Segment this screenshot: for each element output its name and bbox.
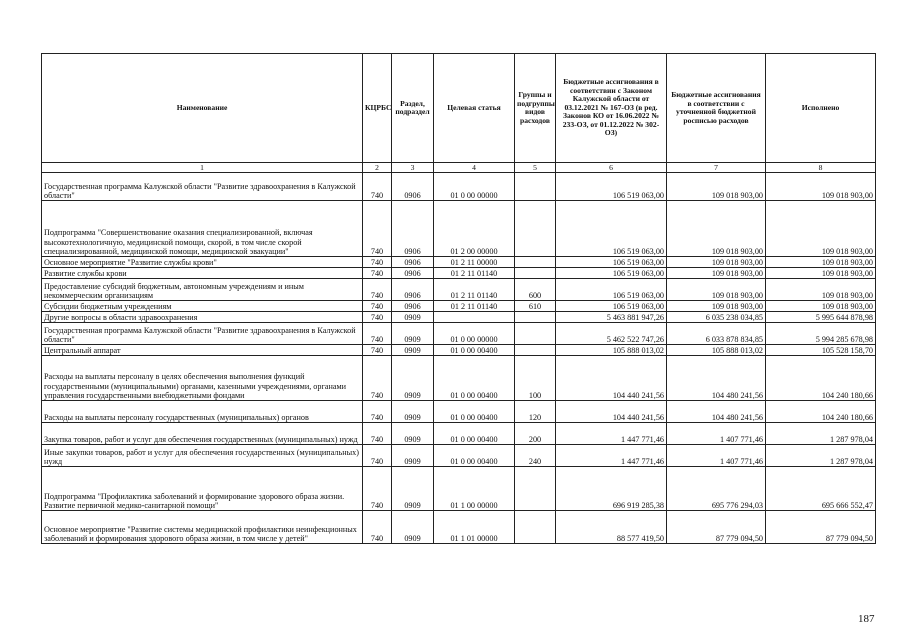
row-name: Субсидии бюджетным учреждениям	[42, 301, 363, 312]
row-name: Основное мероприятие "Развитие системы медицинской профилактики неинфекционных заболеваний и формирования здорового образа жизни, в том числе у детей"	[42, 511, 363, 544]
table-row	[42, 279, 876, 301]
row-rospis-allocation: 109 018 903,00	[667, 301, 766, 312]
row-rospis-allocation: 104 480 241,56	[667, 401, 766, 423]
header-executed: Исполнено	[766, 54, 876, 163]
table-row	[42, 173, 876, 201]
row-expense-group: 240	[515, 445, 556, 467]
table-row	[42, 323, 876, 345]
column-number: 4	[434, 163, 515, 173]
row-target-article: 01 2 11 01140	[434, 268, 515, 279]
row-executed: 5 995 644 878,98	[766, 312, 876, 323]
header-row	[42, 54, 876, 163]
row-target-article: 01 0 00 00400	[434, 401, 515, 423]
row-name: Другие вопросы в области здравоохранения	[42, 312, 363, 323]
row-name: Подпрограмма "Профилактика заболеваний и формирование здорового образа жизни. Развитие первичной медико-санитарной помощи"	[42, 467, 363, 511]
row-law-allocation: 1 447 771,46	[556, 445, 667, 467]
row-target-article	[434, 312, 515, 323]
row-target-article: 01 2 11 01140	[434, 301, 515, 312]
row-law-allocation: 5 463 881 947,26	[556, 312, 667, 323]
row-kcrbs: 740	[363, 201, 392, 257]
row-executed: 109 018 903,00	[766, 173, 876, 201]
row-razdel: 0909	[392, 511, 434, 544]
row-name: Иные закупки товаров, работ и услуг для обеспечения государственных (муниципальных) нужд	[42, 445, 363, 467]
row-name: Развитие службы крови	[42, 268, 363, 279]
row-law-allocation: 104 440 241,56	[556, 401, 667, 423]
row-law-allocation: 106 519 063,00	[556, 201, 667, 257]
row-target-article: 01 0 00 00000	[434, 173, 515, 201]
row-rospis-allocation: 87 779 094,50	[667, 511, 766, 544]
header-kcrbs: КЦРБС	[363, 54, 392, 163]
row-kcrbs: 740	[363, 445, 392, 467]
row-rospis-allocation: 695 776 294,03	[667, 467, 766, 511]
row-target-article: 01 2 00 00000	[434, 201, 515, 257]
row-target-article: 01 2 11 01140	[434, 279, 515, 301]
row-rospis-allocation: 109 018 903,00	[667, 201, 766, 257]
row-executed: 87 779 094,50	[766, 511, 876, 544]
row-executed: 5 994 285 678,98	[766, 323, 876, 345]
row-rospis-allocation: 1 407 771,46	[667, 423, 766, 445]
row-rospis-allocation: 1 407 771,46	[667, 445, 766, 467]
row-law-allocation: 5 462 522 747,26	[556, 323, 667, 345]
row-razdel: 0909	[392, 445, 434, 467]
row-razdel: 0909	[392, 356, 434, 401]
row-expense-group	[515, 511, 556, 544]
row-kcrbs: 740	[363, 301, 392, 312]
row-kcrbs: 740	[363, 268, 392, 279]
row-name: Государственная программа Калужской области "Развитие здравоохранения в Калужской области"	[42, 173, 363, 201]
table-row	[42, 511, 876, 544]
row-name: Государственная программа Калужской области "Развитие здравоохранения в Калужской области"	[42, 323, 363, 345]
row-kcrbs: 740	[363, 173, 392, 201]
row-target-article: 01 0 00 00400	[434, 345, 515, 356]
row-razdel: 0909	[392, 401, 434, 423]
header-rospis-allocation: Бюджетные ассигнования в соответствии с уточненной бюджетной росписью расходов	[667, 54, 766, 163]
row-expense-group	[515, 173, 556, 201]
row-rospis-allocation: 109 018 903,00	[667, 279, 766, 301]
header-law-allocation: Бюджетные ассигнования в соответствии с Законом Калужской области от 03.12.2021 № 167-ОЗ (в ред. Законов КО от 16.06.2022 № 233-ОЗ, от 01.12.2022 № 302-ОЗ)	[556, 54, 667, 163]
table-row	[42, 423, 876, 445]
row-rospis-allocation: 109 018 903,00	[667, 268, 766, 279]
row-kcrbs: 740	[363, 279, 392, 301]
row-razdel: 0909	[392, 312, 434, 323]
row-razdel: 0906	[392, 279, 434, 301]
budget-table	[41, 53, 876, 544]
row-razdel: 0909	[392, 345, 434, 356]
row-razdel: 0906	[392, 173, 434, 201]
row-name: Предоставление субсидий бюджетным, автономным учреждениям и иным некоммерческим организациям	[42, 279, 363, 301]
row-kcrbs: 740	[363, 467, 392, 511]
row-expense-group	[515, 257, 556, 268]
row-name: Закупка товаров, работ и услуг для обеспечения государственных (муниципальных) нужд	[42, 423, 363, 445]
row-expense-group	[515, 268, 556, 279]
table-row	[42, 201, 876, 257]
table-row	[42, 401, 876, 423]
table-row	[42, 312, 876, 323]
row-rospis-allocation: 109 018 903,00	[667, 173, 766, 201]
row-razdel: 0906	[392, 257, 434, 268]
row-law-allocation: 106 519 063,00	[556, 257, 667, 268]
row-law-allocation: 1 447 771,46	[556, 423, 667, 445]
row-executed: 1 287 978,04	[766, 423, 876, 445]
row-target-article: 01 1 01 00000	[434, 511, 515, 544]
column-number: 8	[766, 163, 876, 173]
column-number: 5	[515, 163, 556, 173]
row-name: Расходы на выплаты персоналу в целях обеспечения выполнения функций государственными (муниципальными) органами, казенными учреждениями, органами управления государственными внебюджетными фондами	[42, 356, 363, 401]
row-kcrbs: 740	[363, 356, 392, 401]
row-rospis-allocation: 6 035 238 034,85	[667, 312, 766, 323]
table-row	[42, 467, 876, 511]
row-kcrbs: 740	[363, 511, 392, 544]
row-razdel: 0909	[392, 323, 434, 345]
row-law-allocation: 106 519 063,00	[556, 279, 667, 301]
row-name: Основное мероприятие "Развитие службы крови"	[42, 257, 363, 268]
row-target-article: 01 2 11 00000	[434, 257, 515, 268]
row-executed: 109 018 903,00	[766, 301, 876, 312]
column-number: 2	[363, 163, 392, 173]
table-row	[42, 301, 876, 312]
row-target-article: 01 0 00 00000	[434, 323, 515, 345]
header-expense-group: Группы и подгруппы видов расходов	[515, 54, 556, 163]
row-expense-group	[515, 323, 556, 345]
row-expense-group	[515, 467, 556, 511]
row-rospis-allocation: 104 480 241,56	[667, 356, 766, 401]
row-executed: 109 018 903,00	[766, 268, 876, 279]
row-executed: 104 240 180,66	[766, 401, 876, 423]
row-executed: 109 018 903,00	[766, 279, 876, 301]
row-law-allocation: 696 919 285,38	[556, 467, 667, 511]
row-expense-group: 610	[515, 301, 556, 312]
header-target-article: Целевая статья	[434, 54, 515, 163]
row-expense-group: 100	[515, 356, 556, 401]
row-kcrbs: 740	[363, 323, 392, 345]
row-target-article: 01 0 00 00400	[434, 423, 515, 445]
row-law-allocation: 106 519 063,00	[556, 268, 667, 279]
row-name: Центральный аппарат	[42, 345, 363, 356]
row-law-allocation: 105 888 013,02	[556, 345, 667, 356]
row-razdel: 0906	[392, 201, 434, 257]
page-number: 187	[858, 613, 875, 625]
table-row	[42, 445, 876, 467]
row-executed: 109 018 903,00	[766, 257, 876, 268]
row-name: Расходы на выплаты персоналу государственных (муниципальных) органов	[42, 401, 363, 423]
table-row	[42, 268, 876, 279]
row-law-allocation: 106 519 063,00	[556, 173, 667, 201]
header-razdel: Раздел, подраздел	[392, 54, 434, 163]
table-row	[42, 257, 876, 268]
row-rospis-allocation: 105 888 013,02	[667, 345, 766, 356]
row-kcrbs: 740	[363, 345, 392, 356]
row-target-article: 01 0 00 00400	[434, 356, 515, 401]
row-kcrbs: 740	[363, 312, 392, 323]
table-body	[42, 173, 876, 544]
header-name: Наименование	[42, 54, 363, 163]
column-number-row	[42, 163, 876, 173]
row-executed: 1 287 978,04	[766, 445, 876, 467]
row-name: Подпрограмма "Совершенствование оказания специализированной, включая высокотехнологичную, медицинской помощи, скорой, в том числе скорой специализированной, медицинской помощи, медицинской эвакуации"	[42, 201, 363, 257]
row-law-allocation: 106 519 063,00	[556, 301, 667, 312]
row-rospis-allocation: 109 018 903,00	[667, 257, 766, 268]
row-rospis-allocation: 6 033 878 834,85	[667, 323, 766, 345]
table-row	[42, 356, 876, 401]
column-number: 7	[667, 163, 766, 173]
table-row	[42, 345, 876, 356]
column-number: 6	[556, 163, 667, 173]
row-target-article: 01 0 00 00400	[434, 445, 515, 467]
row-razdel: 0909	[392, 423, 434, 445]
row-law-allocation: 88 577 419,50	[556, 511, 667, 544]
row-expense-group	[515, 312, 556, 323]
row-expense-group: 600	[515, 279, 556, 301]
row-law-allocation: 104 440 241,56	[556, 356, 667, 401]
row-executed: 695 666 552,47	[766, 467, 876, 511]
row-expense-group	[515, 201, 556, 257]
row-kcrbs: 740	[363, 257, 392, 268]
column-number: 1	[42, 163, 363, 173]
row-expense-group: 120	[515, 401, 556, 423]
row-expense-group: 200	[515, 423, 556, 445]
row-executed: 104 240 180,66	[766, 356, 876, 401]
row-razdel: 0906	[392, 301, 434, 312]
row-expense-group	[515, 345, 556, 356]
row-target-article: 01 1 00 00000	[434, 467, 515, 511]
row-kcrbs: 740	[363, 423, 392, 445]
column-number: 3	[392, 163, 434, 173]
row-kcrbs: 740	[363, 401, 392, 423]
row-razdel: 0906	[392, 268, 434, 279]
row-executed: 105 528 158,70	[766, 345, 876, 356]
row-razdel: 0909	[392, 467, 434, 511]
row-executed: 109 018 903,00	[766, 201, 876, 257]
